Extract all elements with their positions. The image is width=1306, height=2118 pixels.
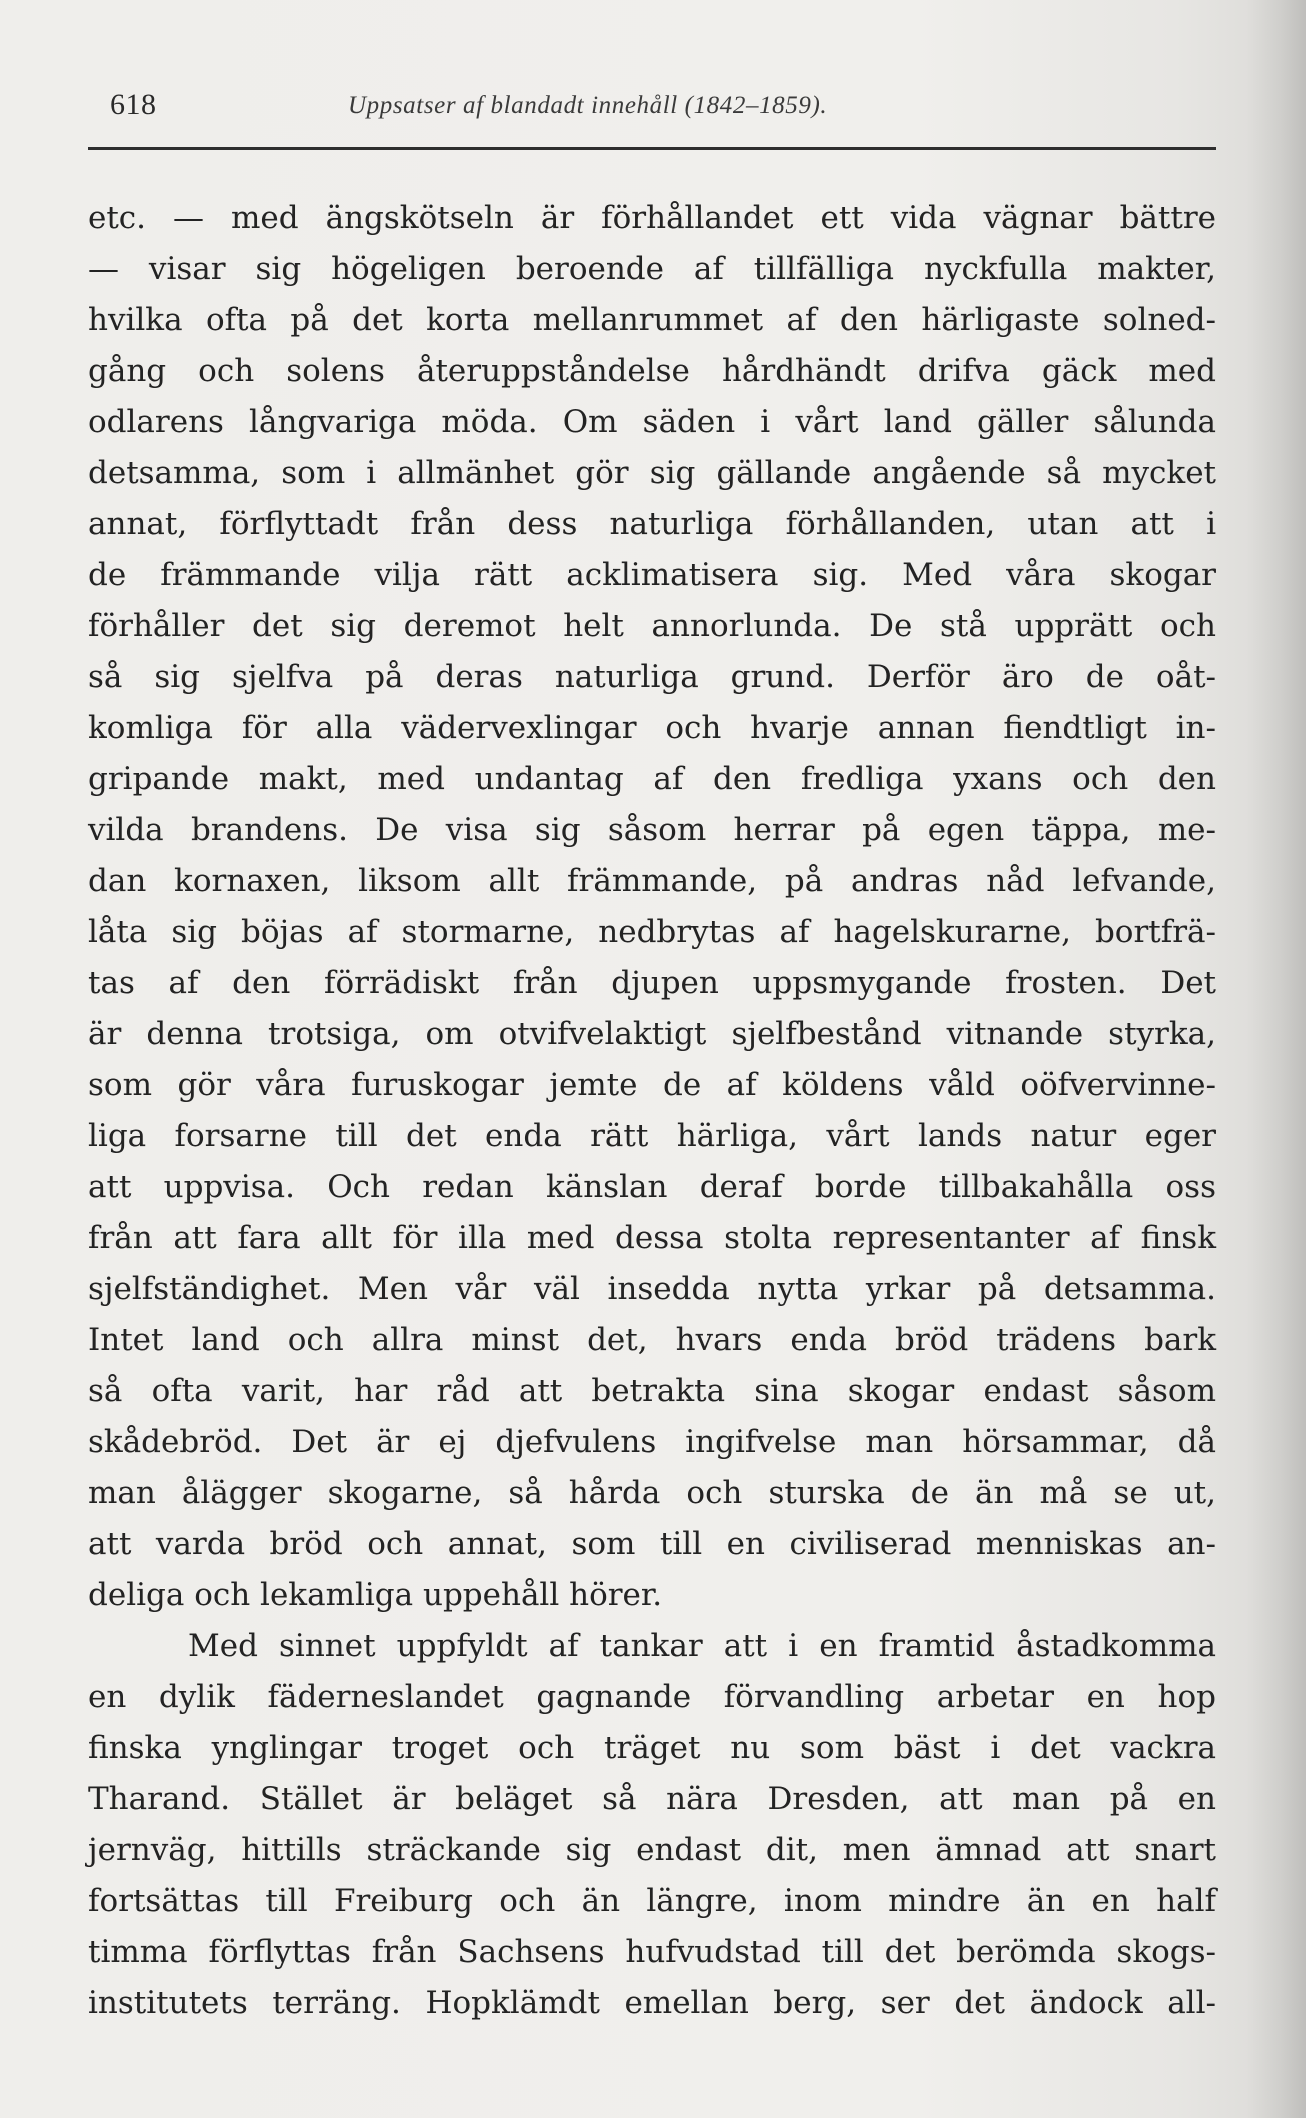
text-line: skådebröd. Det är ej djefvulens ingifvelse man hörsammar, då <box>88 1424 1216 1460</box>
text-line: att uppvisa. Och redan känslan deraf borde tillbakahålla oss <box>88 1169 1216 1205</box>
text-line: etc. — med ängskötseln är förhållandet ett vida vägnar bättre <box>88 200 1216 236</box>
page-gutter-shadow <box>1246 0 1306 2118</box>
text-line: att varda bröd och annat, som till en civiliserad menniskas an- <box>88 1526 1216 1562</box>
text-line: Intet land och allra minst det, hvars enda bröd trädens bark <box>88 1322 1216 1358</box>
text-line: komliga för alla vädervexlingar och hvarje annan fiendtligt in- <box>88 710 1216 746</box>
text-line: är denna trotsiga, om otvifvelaktigt sjelfbestånd vitnande styrka, <box>88 1016 1216 1052</box>
text-line: en dylik fäderneslandet gagnande förvandling arbetar en hop <box>88 1679 1216 1715</box>
text-line: odlarens långvariga möda. Om säden i vårt land gäller sålunda <box>88 404 1216 440</box>
text-line: deliga och lekamliga uppehåll hörer. <box>88 1577 663 1613</box>
text-line: låta sig böjas af stormarne, nedbrytas af hagelskurarne, bortfrä- <box>88 914 1216 950</box>
text-line: Tharand. Stället är beläget så nära Dresden, att man på en <box>88 1781 1216 1817</box>
running-title: Uppsatser af blandadt innehåll (1842–1859). <box>348 92 828 119</box>
text-line: annat, förflyttadt från dess naturliga förhållanden, utan att i <box>88 506 1216 542</box>
text-line: — visar sig högeligen beroende af tillfälliga nyckfulla makter, <box>88 251 1216 287</box>
page-number: 618 <box>110 88 157 121</box>
text-line: vilda brandens. De visa sig såsom herrar på egen täppa, me- <box>88 812 1216 848</box>
text-line: institutets terräng. Hopklämdt emellan berg, ser det ändock all- <box>88 1985 1216 2021</box>
text-line: finska ynglingar troget och träget nu som bäst i det vackra <box>88 1730 1216 1766</box>
text-line: hvilka ofta på det korta mellanrummet af den härligaste solned- <box>88 302 1216 338</box>
text-line: de främmande vilja rätt acklimatisera sig. Med våra skogar <box>88 557 1216 593</box>
text-line: från att fara allt för illa med dessa stolta representanter af finsk <box>88 1220 1216 1256</box>
header-rule <box>88 147 1216 150</box>
text-line: gripande makt, med undantag af den fredliga yxans och den <box>88 761 1216 797</box>
text-line: liga forsarne till det enda rätt härliga, vårt lands natur eger <box>88 1118 1216 1154</box>
text-line: tas af den förrädiskt från djupen uppsmygande frosten. Det <box>88 965 1216 1001</box>
text-line: timma förflyttas från Sachsens hufvudstad till det berömda skogs- <box>88 1934 1216 1970</box>
text-line: fortsättas till Freiburg och än längre, inom mindre än en half <box>88 1883 1216 1919</box>
text-line: Med sinnet uppfyldt af tankar att i en framtid åstadkomma <box>188 1628 1216 1664</box>
text-line: gång och solens återuppståndelse hårdhändt drifva gäck med <box>88 353 1216 389</box>
page-header <box>110 88 1215 128</box>
text-line: man ålägger skogarne, så hårda och sturska de än må se ut, <box>88 1475 1216 1511</box>
text-line: så ofta varit, har råd att betrakta sina skogar endast såsom <box>88 1373 1216 1409</box>
text-line: detsamma, som i allmänhet gör sig gällande angående så mycket <box>88 455 1216 491</box>
text-line: som gör våra furuskogar jemte de af köldens våld oöfvervinne- <box>88 1067 1216 1103</box>
text-line: sjelfständighet. Men vår väl insedda nytta yrkar på detsamma. <box>88 1271 1216 1307</box>
text-line: förhåller det sig deremot helt annorlunda. De stå upprätt och <box>88 608 1216 644</box>
text-line: jernväg, hittills sträckande sig endast dit, men ämnad att snart <box>88 1832 1216 1868</box>
text-line: så sig sjelfva på deras naturliga grund. Derför äro de oåt- <box>88 659 1216 695</box>
text-line: dan kornaxen, liksom allt främmande, på andras nåd lefvande, <box>88 863 1216 899</box>
body-text <box>88 193 1216 2029</box>
